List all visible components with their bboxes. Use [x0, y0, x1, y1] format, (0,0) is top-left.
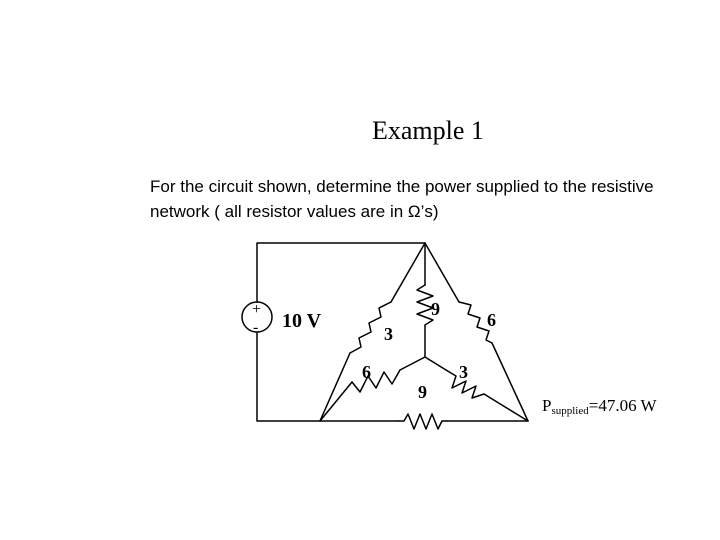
resistor-label-left-lower: 6 [362, 362, 371, 382]
source-voltage-label: 10 V [282, 310, 322, 332]
wire-center-left [400, 357, 425, 370]
wire-top [257, 243, 425, 302]
resistor-label-top-vertical: 9 [431, 299, 440, 319]
problem-line-2: network ( all resistor values are in Ω’s) [150, 202, 439, 221]
answer-subscript: supplied [551, 405, 589, 417]
wire-center-right [425, 357, 446, 370]
resistor-center-left [352, 370, 400, 392]
wire-right-side-top [425, 243, 459, 302]
answer-value: =47.06 W [588, 396, 657, 415]
resistor-label-left-upper: 3 [384, 324, 393, 344]
wire-left-side-bottom [320, 353, 350, 421]
wire-center-left-bottom [320, 382, 352, 421]
resistor-label-right-upper: 6 [487, 310, 496, 330]
answer-text [542, 396, 657, 417]
resistor-label-right-lower: 3 [459, 362, 468, 382]
problem-line-1: For the circuit shown, determine the power supplied to the resistive [150, 177, 654, 196]
wire-left-bottom [257, 333, 398, 421]
answer-symbol: P [542, 396, 552, 415]
resistor-label-bottom: 9 [418, 382, 427, 402]
slide-title: Example 1 [372, 116, 484, 145]
resistor-bottom [398, 414, 447, 429]
source-plus-sign: + [252, 301, 262, 318]
source-minus-sign: - [253, 319, 259, 336]
wire-left-side-top [391, 243, 425, 302]
